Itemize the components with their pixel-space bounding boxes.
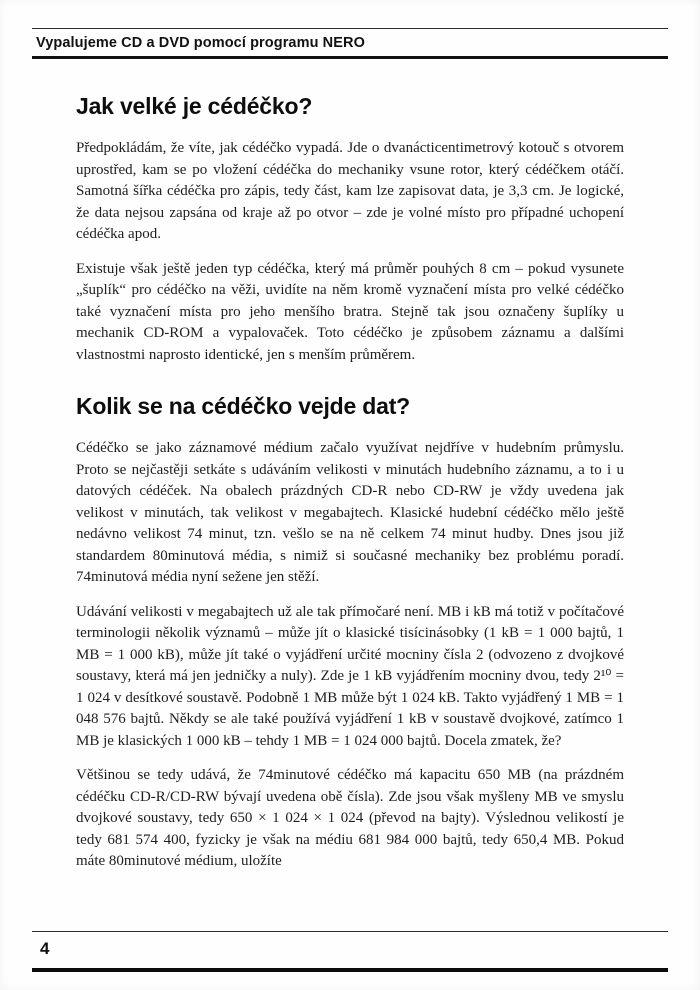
paragraph: Cédéčko se jako záznamové médium začalo využívat nejdříve v hudebním průmyslu. Proto se nejčastěji setkáte s udáváním velikosti v minutách hudebního záznamu, a to i u datových cédéček. Na obalech prázdných CD-R nebo CD-RW je vždy uvedena jak velikost v minutách, tak velikost v megabajtech. Klasické hudební cédéčko mělo ještě nedávno velikost 74 minut, tzn. vešlo se na ně celkem 74 minut hudby. Dnes jsou již standardem 80minutová média, s nimiž si současné mechaniky bez problému poradí. 74minutová média nyní sežene jen stěží. [76,440,624,585]
page-footer [32,931,668,972]
running-header-title: Vypalujeme CD a DVD pomocí programu NERO [36,35,365,51]
paragraph: Většinou se tedy udává, že 74minutové cédéčko má kapacitu 650 MB (na prázdném cédéčku CD-R/CD-RW bývají uvedena obě čísla). Zde jsou však myšleny MB ve smyslu dvojkové soustavy, tedy 650 × 1 024 × 1 024 (převod na bajty). Výslednou velikostí je tedy 681 574 400, fyzicky je však na médiu 681 984 000 bajtů, tedy 650,4 MB. Pokud máte 80minutové médium, uložíte [76,767,624,869]
page-number: 4 [40,939,50,958]
paragraph: Existuje však ještě jeden typ cédéčka, který má průměr pouhých 8 cm – pokud vysunete „šuplík“ pro cédéčko na věži, uvidíte na něm kromě vyznačení místa pro velké cédéčko také vyznačení místa pro jeho menšího bratra. Stejně tak jsou označeny šuplíky u mechanik CD-ROM a vypalovaček. Toto cédéčko je způsobem záznamu a dalšími vlastnostmi naprosto identické, jen s menším průměrem. [76,260,624,363]
page-header [32,28,668,59]
paragraph: Předpokládám, že víte, jak cédéčko vypadá. Jde o dvanácticentimetrový kotouč s otvorem uprostřed, kam se po vložení cédéčka do mechaniky vsune rotor, který cédéčkem otáčí. Samotná šířka cédéčka pro zápis, tedy část, kam lze zapisovat data, je 3,3 cm. Je logické, že data nejsou zapsána od kraje až po otvor – zde je volné místo pro případné uchopení cédéčka apod. [76,140,624,242]
page-content [76,93,624,873]
section-heading-how-big-is-a-cd: Jak velké je cédéčko? [76,93,313,119]
section-heading-how-much-data-fits: Kolik se na cédéčko vejde dat? [76,393,411,419]
paragraph: Udávání velikosti v megabajtech už ale tak přímočaré není. MB i kB má totiž v počítačové terminologii několik významů – může jít o klasické tisícinásobky (1 kB = 1 000 bajtů, 1 MB = 1 000 kB), může jít také o vyjádření určité mocniny čísla 2 (odvozeno z dvojkové soustavy, která má jen jedničky a nuly). Zde je 1 kB vyjádřením mocniny dvou, tedy 2¹⁰ = 1 024 v desítkové soustavě. Podobně 1 MB může být 1 024 kB. Takto vyjádřený 1 MB = 1 048 576 bajtů. Někdy se ale také používá vyjádření 1 kB v soustavě dvojkové, zatímco 1 MB je klasických 1 000 kB – tehdy 1 MB = 1 024 000 bajtů. Docela zmatek, že? [76,603,624,749]
